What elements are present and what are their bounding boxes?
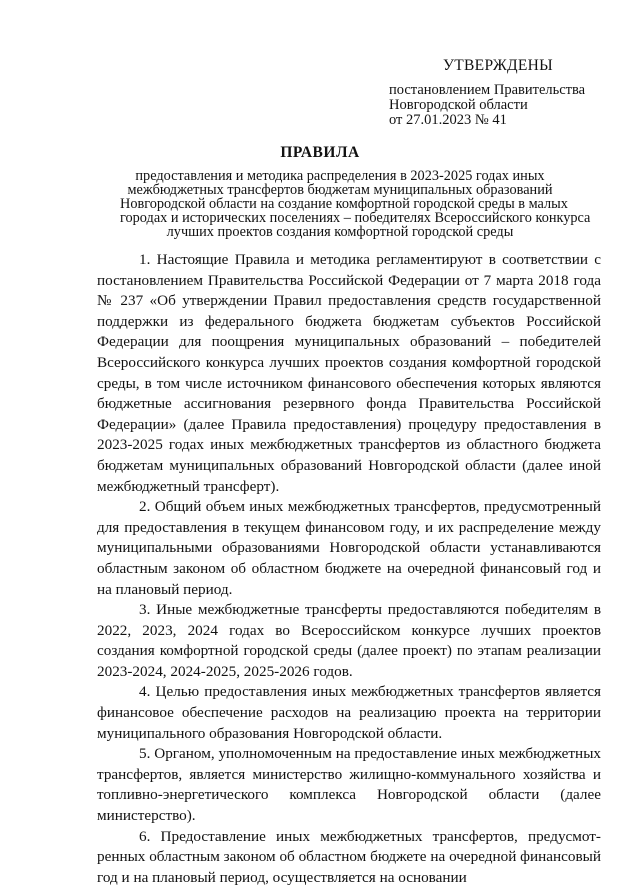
- approval-line: постановлением Правительства: [389, 82, 586, 98]
- subtitle-line: межбюджетных трансфертов бюджетам муниципальных образований: [127, 182, 553, 198]
- approval-heading: УТВЕРЖДЕНЫ: [443, 57, 553, 74]
- subtitle-line: Новгородской области на создание комфортной городской среды в малых: [120, 196, 568, 212]
- subtitle-line: городах и исторических поселениях – победителях Всероссийского конкурса: [120, 210, 591, 226]
- document-body: [97, 250, 601, 888]
- subtitle-line: предоставления и методика распределения в 2023-2025 годах иных: [135, 168, 545, 184]
- approval-block: [389, 58, 629, 128]
- paragraph-3: 3. Иные межбюджетные трансферты предоставляются победителям в 2022, 2023, 2024 годах во Всероссийском конкурсе лучших проектов создания комфортной городской среды (далее проект) по этапам реализации 2023-2024, 2024-2025, 2025-2026 годов.: [97, 601, 601, 680]
- approval-line: от 27.01.2023 № 41: [389, 112, 507, 128]
- document-title: ПРАВИЛА: [280, 144, 360, 161]
- paragraph-4: 4. Целью предоставления иных межбюджетных трансфертов является финансовое обеспечение расходов на реализацию проекта на территории муниципального образования Новгородской области.: [97, 683, 601, 742]
- paragraph-5: 5. Органом, уполномоченным на предоставление иных межбюджетных трансфертов, является министерство жилищно-коммунального хозяйства и топливно-энергетического комплекса Новгородской области (далее министерство).: [97, 745, 601, 825]
- approval-line: Новгородской области: [389, 97, 528, 113]
- paragraph-6: 6. Предоставление иных межбюджетных трансфертов, предусмот-ренных областным законом об областном бюджете на очередной финансовый год и на плановый период, осуществляется на основании: [97, 827, 601, 886]
- document-subtitle: [120, 168, 591, 240]
- paragraph-1: 1. Настоящие Правила и методика регламентируют в соответствии с постановлением Правительства Российской Федерации от 7 марта 2018 года № 237 «Об утверждении Правил предоставления средств государственной поддержки из федерального бюджета бюджетам субъектов Российской Федерации для поощрения муниципальных образований – победителей Всероссийского конкурса лучших проектов создания комфортной городской среды, в том числе источником финансового обеспечения которых являются бюджетные ассигнования резервного фонда Правительства Российской Федерации» (далее Правила предоставления) процедуру предоставления в 2023-2025 годах иных межбюджетных трансфертов из областного бюджета бюджетам муниципальных образований Новгородской области (далее иной межбюджетный трансферт).: [97, 251, 601, 495]
- subtitle-line: лучших проектов создания комфортной городской среды: [166, 224, 514, 240]
- paragraph-2: 2. Общий объем иных межбюджетных трансфертов, предусмотренный для предоставления в текущем финансовом году, и их распределение между муниципальными образованиями Новгородской области устанавливаются областным законом об областном бюджете на очередной финансовый год и на плановый период.: [97, 498, 601, 598]
